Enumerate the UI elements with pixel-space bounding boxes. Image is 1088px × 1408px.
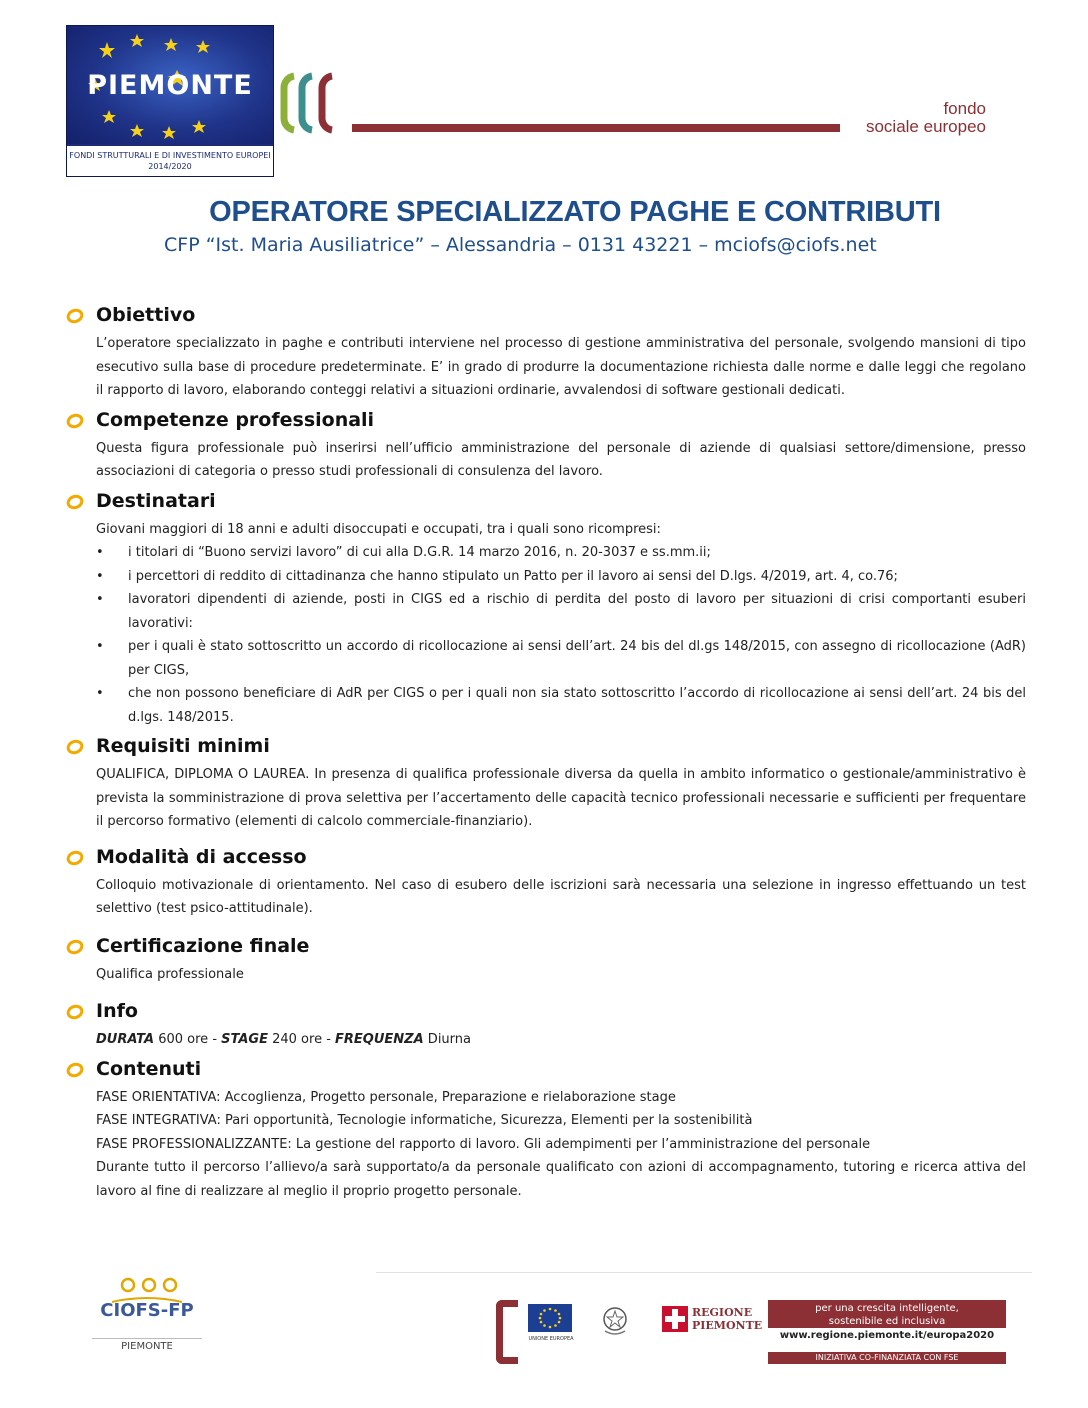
section-text: L’operatore specializzato in paghe e contributi interviene nel processo di gestione amministrativa del personale, svolgendo mansioni di tipo esecutivo sulla base di procedure predeterminate. E’ in grado di produrre la documentazione richiesta dalle norme e dalle leggi che regolano il rapporto di lavoro, elaborando conteggi relativi a situazioni ordinarie, avvalendosi di software gestionali dedicati. [96,336,1026,398]
contenuti-line: FASE PROFESSIONALIZZANTE: La gestione del rapporto di lavoro. Gli adempimenti per l’amministrazione del personale [96,1136,871,1152]
section-text: Questa figura professionale può inserirsi nell’ufficio amministrazione del personale di aziende di qualsiasi settore/dimensione, presso associazioni di categoria o presso studi professionali di consulenza del lavoro. [96,440,1026,479]
list-item: • i titolari di “Buono servizi lavoro” di cui alla D.G.R. 14 marzo 2016, n. 20-3037 e ss.mm.ii; [96,541,1026,565]
fse-text-line1: fondo [943,99,986,118]
regione-line1: REGIONE [692,1306,753,1319]
footer-logo-strip [496,1300,1008,1364]
orange-ring-bullet-icon [66,308,84,324]
regione-url: www.regione.piemonte.it/europa2020 [779,1330,995,1341]
section-title: Obiettivo [96,304,196,326]
section-contenuti [66,1058,1026,1204]
orange-ring-bullet-icon [66,850,84,866]
section-body [96,332,1026,403]
cofund-banner: INIZIATIVA CO-FINANZIATA CON FSE [768,1352,1006,1364]
orange-ring-bullet-icon [66,413,84,429]
contenuti-line: FASE ORIENTATIVA: Accoglienza, Progetto personale, Preparazione e rielaborazione stage [96,1089,676,1105]
durata-value: 600 ore - [154,1032,222,1047]
section-info [66,1000,1026,1052]
section-header [66,735,1026,763]
fse-bracket [496,1300,518,1364]
destinatari-list [96,541,1026,729]
piemonte-fesr-logo [66,25,274,177]
course-content [66,304,1026,1209]
section-body [96,874,1026,921]
section-title: Competenze professionali [96,408,375,431]
section-body [96,437,1026,484]
list-item: • per i quali è stato sottoscritto un accordo di ricollocazione ai sensi dell’art. 24 bis del dl.gs 148/2015, con assegno di ricollocazione (AdR) per CIGS, [96,635,1026,682]
section-requisiti [66,735,1026,834]
list-item: • i percettori di reddito di cittadinanza che hanno stipulato un Patto per il lavoro ai sensi del D.lgs. 4/2019, art. 4, co.76; [96,565,1026,589]
eu-flag-icon [528,1304,572,1332]
section-header [66,1058,1026,1086]
section-body [96,1028,1026,1052]
italian-republic-emblem-icon [600,1304,630,1338]
cross-icon [662,1306,688,1332]
frequenza-value: Diurna [423,1032,471,1047]
section-competenze [66,409,1026,484]
eu-flag-stars-icon [528,1304,572,1332]
section-text: Qualifica professionale [96,966,244,982]
orange-ring-bullet-icon [66,1062,84,1078]
section-modalita [66,846,1026,921]
contenuti-line: FASE INTEGRATIVA: Pari opportunità, Tecnologie informatiche, Sicurezza, Elementi per la sostenibilità [96,1113,753,1128]
stage-value: 240 ore - [267,1032,336,1047]
section-obiettivo [66,304,1026,403]
section-title: Contenuti [96,1057,202,1080]
page-subtitle: CFP “Ist. Maria Ausiliatrice” – Alessandria – 0131 43221 – mciofs@ciofs.net [164,234,877,256]
fse-text [846,100,986,136]
regione-piemonte-logo [662,1306,763,1334]
contenuti-line: Durante tutto il percorso l’allievo/a sarà supportato/a da personale qualificato con azioni di accompagnamento, tutoring e ricerca attiva del lavoro al fine di realizzare al meglio il proprio progetto personale. [96,1160,1026,1199]
frequenza-label: FREQUENZA [335,1032,424,1047]
list-item: • che non possono beneficiare di AdR per CIGS o per i quali non sia stato sottoscritto l’accordo di ricollocazione ai sensi dell’art. 24 bis del d.lgs. 148/2015. [96,682,1026,729]
section-title: Modalità di accesso [96,845,307,868]
fse-logo-bar [352,124,840,132]
section-body [96,963,1026,987]
piemonte-logo-word: PIEMONTE [87,70,253,101]
section-body [96,518,1026,730]
orange-ring-bullet-icon [66,494,84,510]
slogan-line1: per una crescita intelligente, [815,1303,959,1314]
info-line [96,1028,1026,1052]
ciofs-name: CIOFS-FP [100,1300,194,1321]
section-header [66,935,1026,963]
eu-caption: UNIONE EUROPEA [528,1336,574,1342]
piemonte-logo-caption: FONDI STRUTTURALI E DI INVESTIMENTO EUROPEI 2014/2020 [67,144,273,176]
section-text: Colloquio motivazionale di orientamento. Nel caso di esubero delle iscrizioni sarà necessaria una selezione in ingresso effettuando un test selettivo (test psico-attitudinale). [96,877,1026,916]
orange-ring-bullet-icon [66,739,84,755]
durata-label: DURATA [96,1032,155,1047]
regione-text [692,1306,762,1332]
europa2020-slogan [768,1300,1006,1328]
ciofs-circles-icon [114,1276,184,1294]
orange-ring-bullet-icon [66,939,84,955]
section-destinatari [66,490,1026,730]
footer-divider [376,1272,1032,1273]
section-header [66,409,1026,437]
ciofs-fp-logo [92,1276,202,1356]
slogan-line2: sostenibile ed inclusiva [828,1316,946,1327]
section-title: Certificazione finale [96,934,310,957]
section-intro: Giovani maggiori di 18 anni e adulti disoccupati e occupati, tra i quali sono ricompresi: [96,521,661,537]
section-header [66,846,1026,874]
stage-label: STAGE [221,1032,268,1047]
regione-flag-icon [662,1306,688,1332]
regione-line2: PIEMONTE [692,1319,763,1332]
section-title: Requisiti minimi [96,735,270,757]
section-certificazione [66,935,1026,987]
list-item: • lavoratori dipendenti di aziende, posti in CIGS ed a rischio di perdita del posto di lavoro per situazioni di crisi comportanti esuberi lavorativi: [96,588,1026,635]
orange-ring-bullet-icon [66,1004,84,1020]
section-body [96,763,1026,834]
section-header [66,1000,1026,1028]
section-title: Destinatari [96,489,216,512]
section-title: Info [96,1000,138,1022]
section-text: QUALIFICA, DIPLOMA O LAUREA. In presenza di qualifica professionale diversa da quella in ambito informatico o gestionale/amministrativo è prevista la somministrazione di prova selettiva per l’accertamento delle capacità tecnico professionali necessarie e sufficienti per frequentare il percorso formativo (elementi di calcolo commerciale-finanziario). [96,767,1026,829]
ciofs-region: PIEMONTE [92,1338,202,1352]
section-header [66,490,1026,518]
fse-text-line2: sociale europeo [865,117,986,136]
fse-logo-icon [280,72,340,134]
section-header [66,304,1026,332]
page-title: OPERATORE SPECIALIZZATO PAGHE E CONTRIBUTI [209,196,941,228]
section-body [96,1086,1026,1204]
